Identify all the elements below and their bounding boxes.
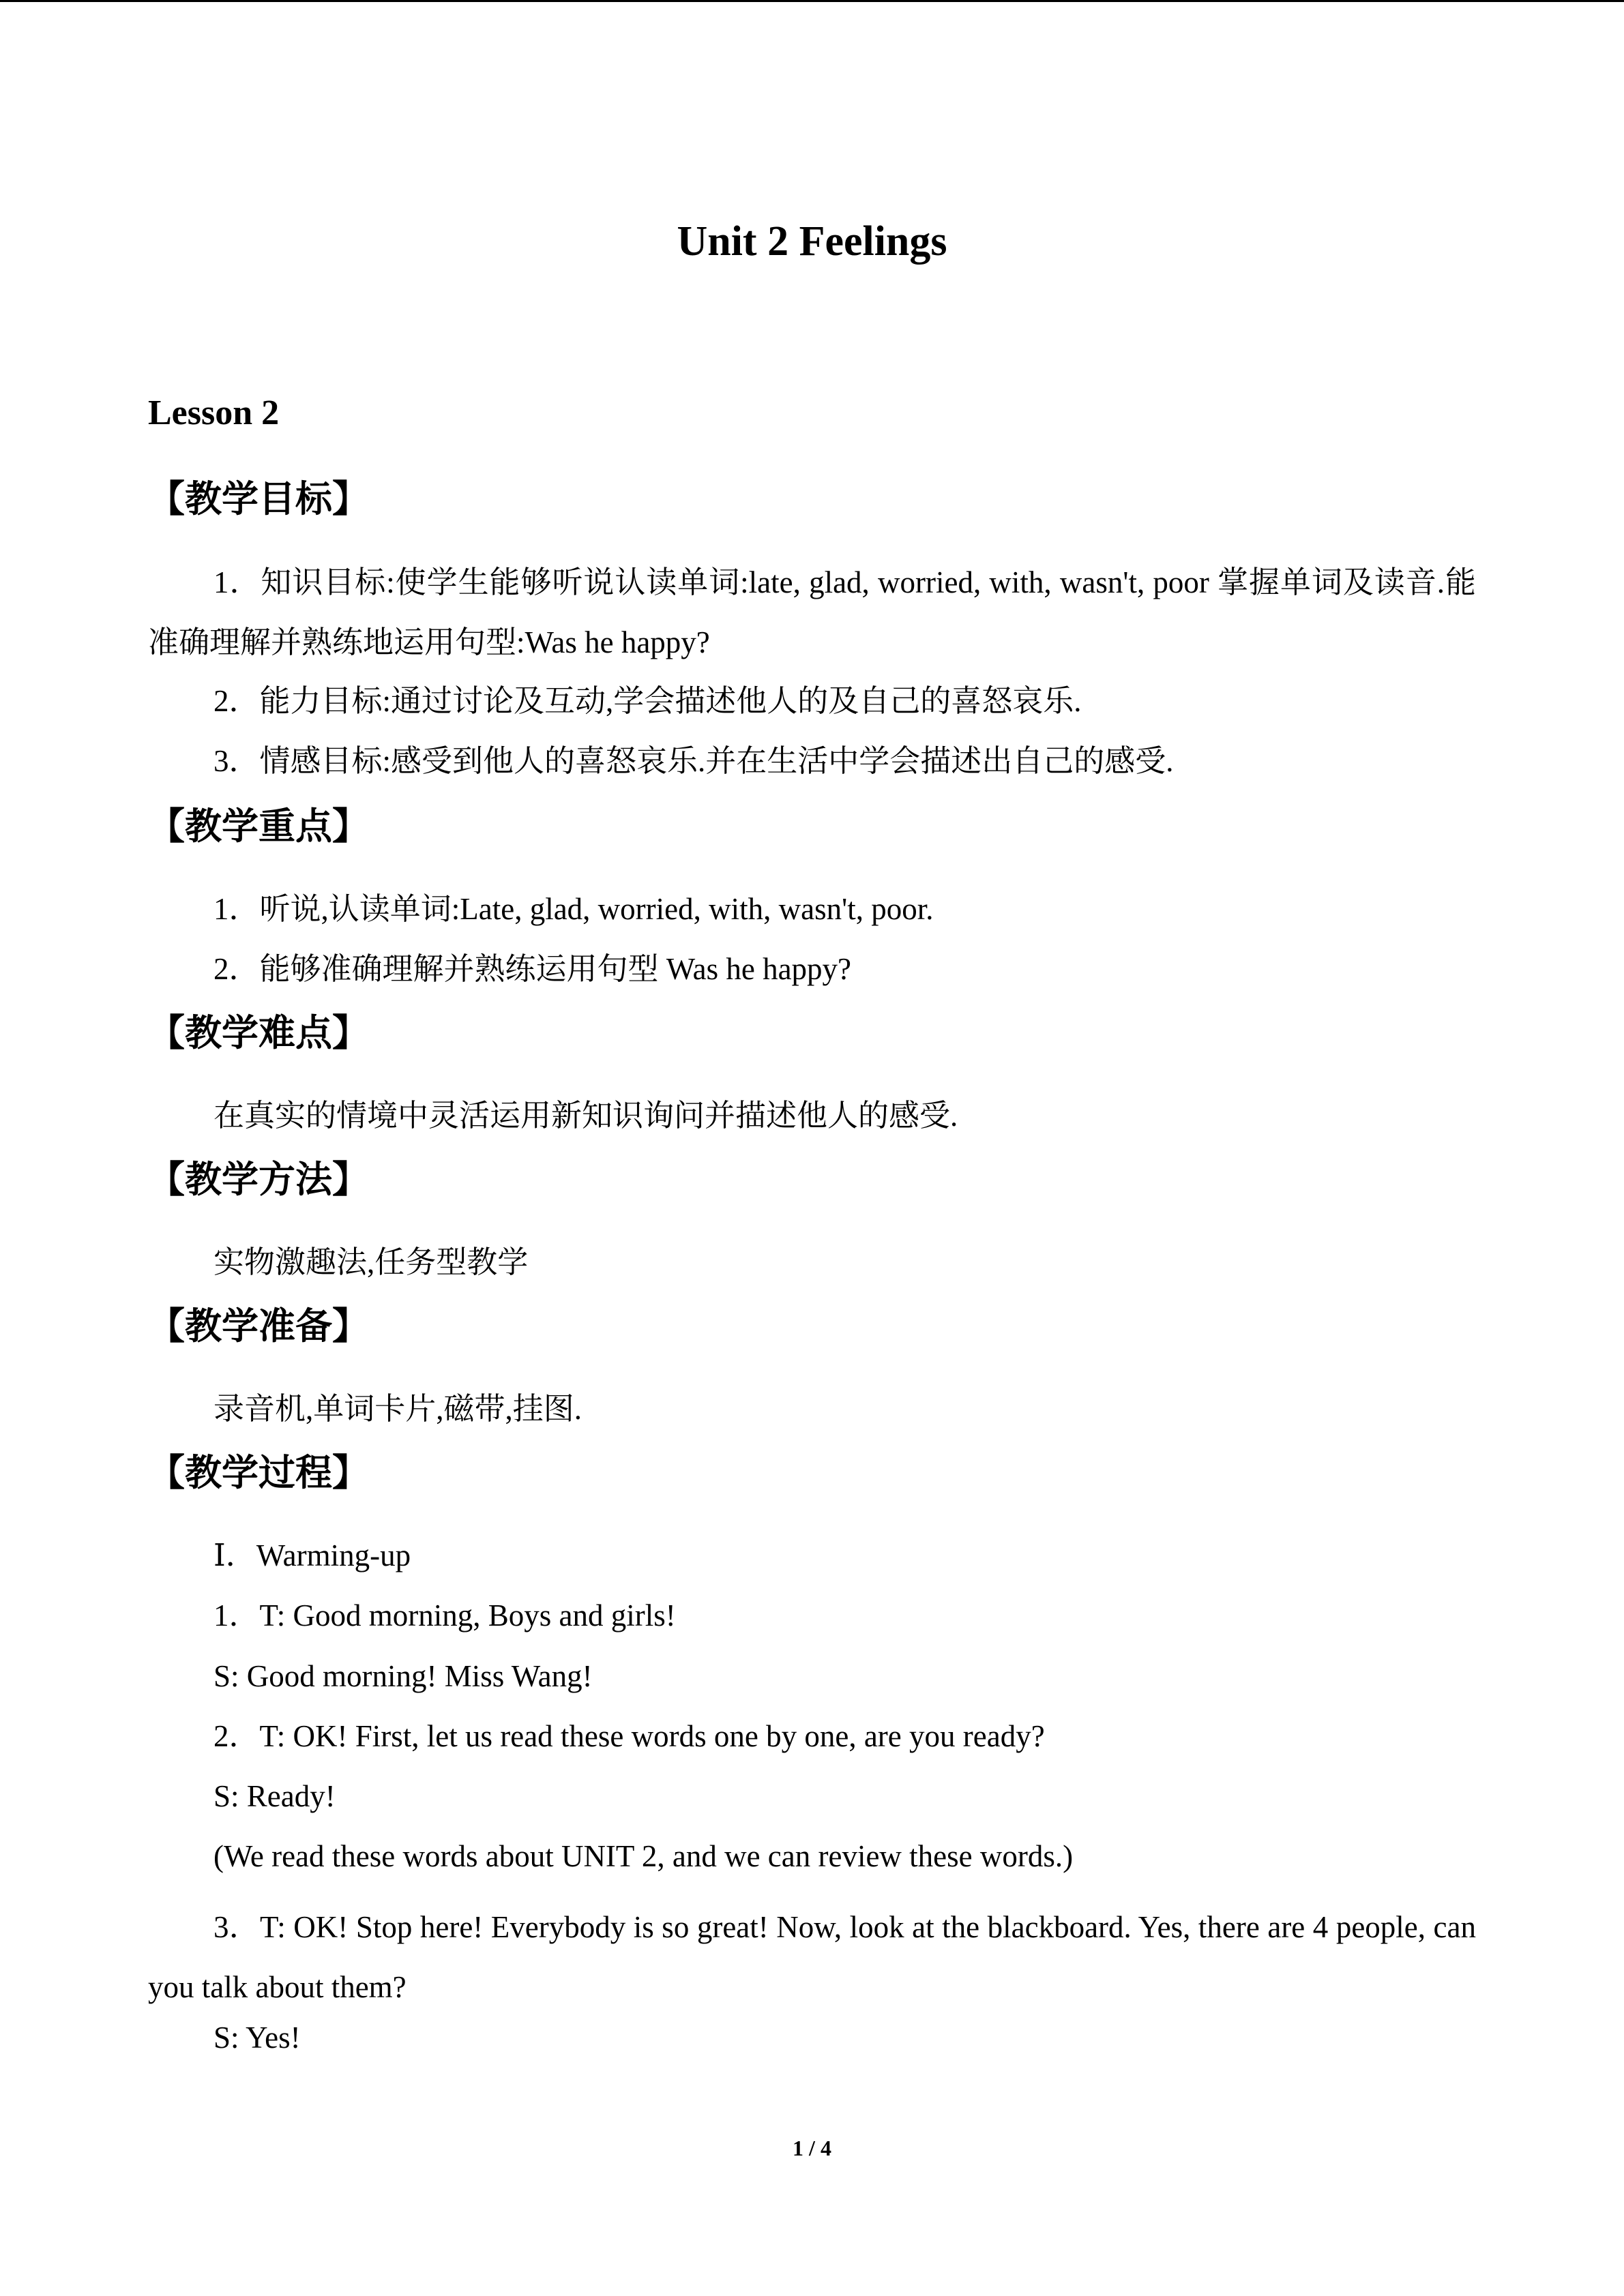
process-line: Ⅰ．Warming-up — [213, 1538, 411, 1572]
document-title: Unit 2 Feelings — [677, 218, 947, 265]
process-line: S: Yes! — [213, 2021, 301, 2055]
heading-objectives: 【教学目标】 — [148, 477, 369, 520]
process-line: 2．T: OK! First, let us read these words one by one, are you ready? — [213, 1719, 1045, 1753]
process-line: S: Good morning! Miss Wang! — [213, 1659, 593, 1693]
lesson-label: Lesson 2 — [148, 393, 280, 432]
top-border-line — [0, 0, 1624, 2]
heading-methods: 【教学方法】 — [148, 1158, 369, 1201]
heading-key-points: 【教学重点】 — [148, 805, 369, 848]
key-point-item-2: 2．能够准确理解并熟练运用句型 Was he happy? — [213, 952, 852, 986]
preparation-text: 录音机,单词卡片,磁带,挂图. — [213, 1392, 582, 1426]
objective-item-3: 3．情感目标:感受到他人的喜怒哀乐.并在生活中学会描述出自己的感受. — [213, 744, 1174, 778]
heading-difficulties: 【教学难点】 — [148, 1011, 369, 1054]
key-point-item-1: 1．听说,认读单词:Late, glad, worried, with, wasn't, poor. — [213, 892, 934, 926]
difficulties-text: 在真实的情境中灵活运用新知识询问并描述他人的感受. — [213, 1099, 958, 1133]
heading-preparation: 【教学准备】 — [148, 1304, 369, 1347]
process-line: (We read these words about UNIT 2, and we can review these words.) — [213, 1839, 1074, 1873]
process-line: 3．T: OK! Stop here! Everybody is so great! Now, look at the blackboard. Yes, there are 4 people, can you talk about them? — [148, 1910, 1476, 2004]
objective-item-1: 1．知识目标:使学生能够听说认读单词:late, glad, worried, with, wasn't, poor 掌握单词及读音.能准确理解并熟练地运用句型:Was he happy? — [148, 565, 1476, 659]
process-line: S: Ready! — [213, 1779, 336, 1813]
methods-text: 实物激趣法,任务型教学 — [213, 1245, 529, 1279]
page-number: 1 / 4 — [793, 2136, 831, 2160]
process-line: 1．T: Good morning, Boys and girls! — [213, 1598, 676, 1632]
heading-process: 【教学过程】 — [148, 1451, 369, 1494]
objective-item-2: 2．能力目标:通过讨论及互动,学会描述他人的及自己的喜怒哀乐. — [213, 684, 1082, 718]
